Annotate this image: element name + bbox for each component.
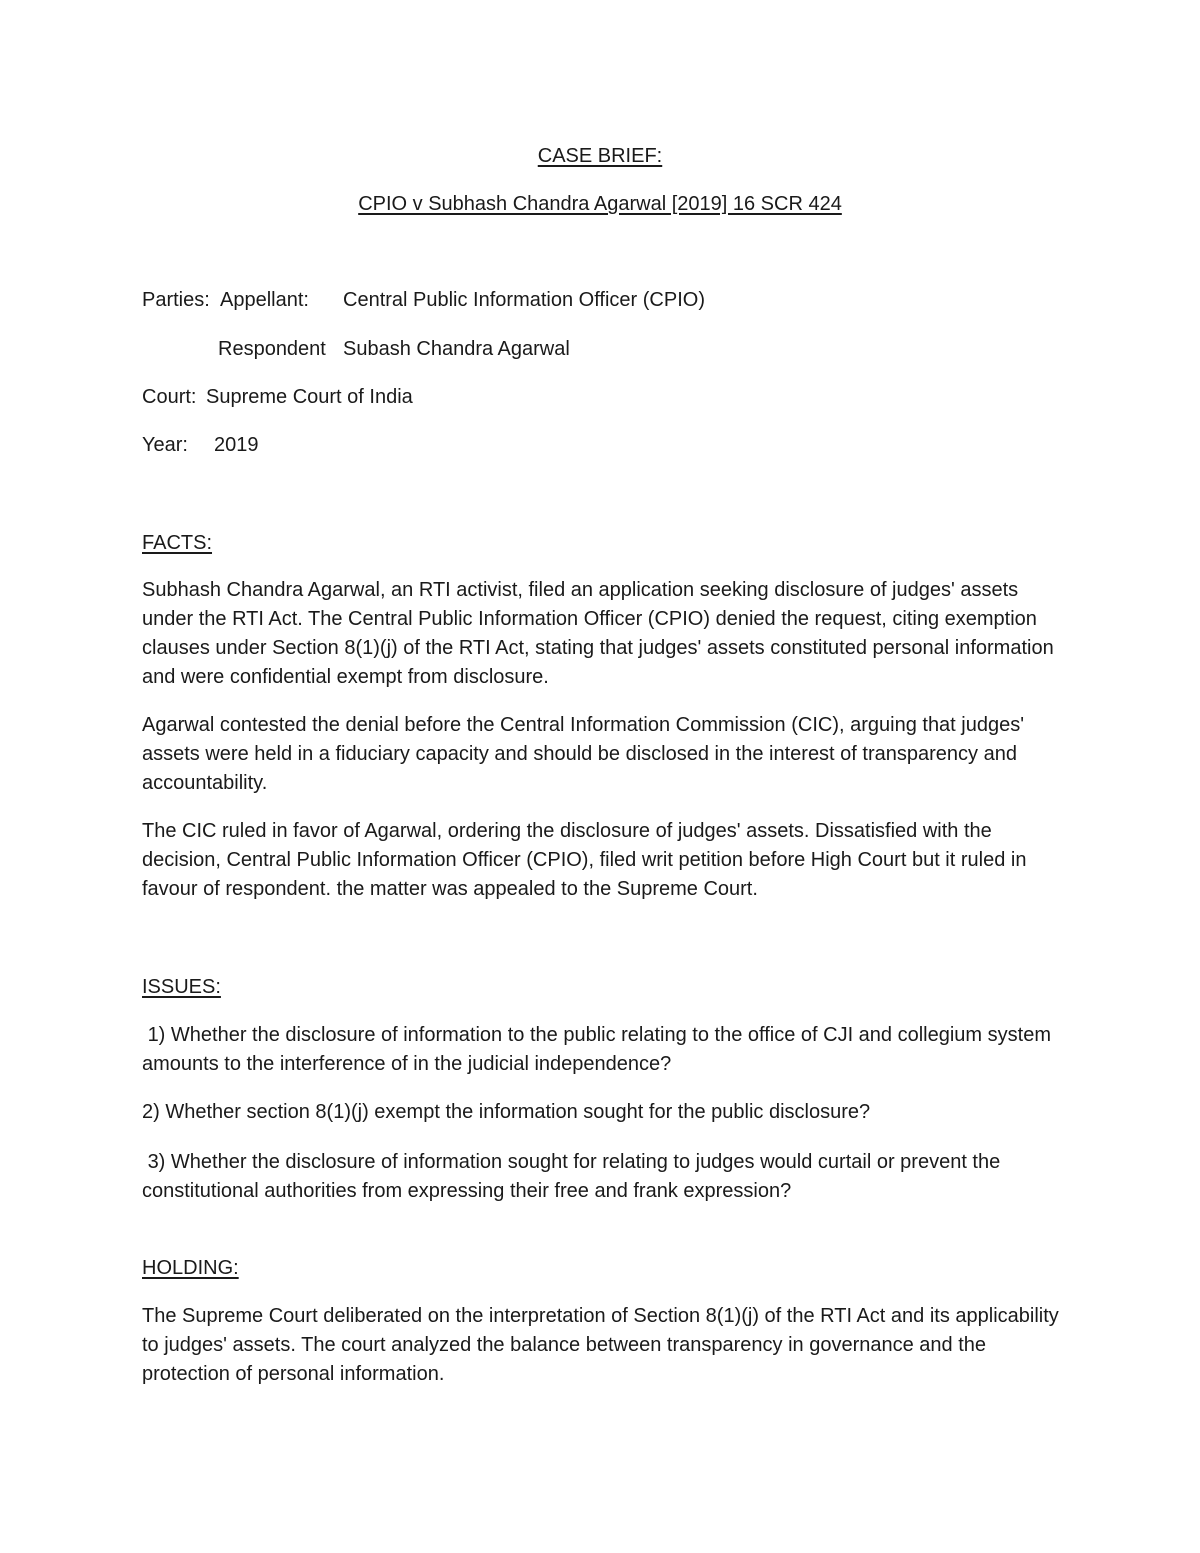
year-value: 2019 [214, 434, 259, 456]
respondent-value: Subash Chandra Agarwal [343, 338, 570, 360]
facts-paragraph: The CIC ruled in favor of Agarwal, ordering the disclosure of judges' assets. Dissatisfied with the decision, Central Public Information Officer (CPIO), filed writ petition before High Court but it ruled in favour of respondent. the matter was appealed to the Supreme Court. [142, 820, 1027, 900]
court-value: Supreme Court of India [206, 386, 413, 408]
document-title: CASE BRIEF: [537, 145, 663, 167]
facts-heading: FACTS: [142, 532, 213, 554]
holding-paragraph: The Supreme Court deliberated on the interpretation of Section 8(1)(j) of the RTI Act and its applicability to judges' assets. The court analyzed the balance between transparency in governance and the protection of personal information. [142, 1305, 1059, 1385]
issue-item: 2) Whether section 8(1)(j) exempt the information sought for the public disclosure? [142, 1101, 871, 1123]
issue-item: 3) Whether the disclosure of information sought for relating to judges would curtail or prevent the constitutional authorities from expressing their free and frank expression? [142, 1151, 1006, 1202]
issue-item: 1) Whether the disclosure of information to the public relating to the office of CJI and collegium system amounts to the interference of in the judicial independence? [142, 1024, 1057, 1075]
appellant-value: Central Public Information Officer (CPIO) [343, 289, 705, 311]
issues-heading: ISSUES: [142, 976, 221, 998]
facts-paragraph: Agarwal contested the denial before the Central Information Commission (CIC), arguing that judges' assets were held in a fiduciary capacity and should be disclosed in the interest of transparency and accountability. [142, 714, 1025, 794]
facts-paragraph: Subhash Chandra Agarwal, an RTI activist, filed an application seeking disclosure of judges' assets under the RTI Act. The Central Public Information Officer (CPIO) denied the request, citing exemption clauses under Section 8(1)(j) of the RTI Act, stating that judges' assets constituted personal information and were confidential exempt from disclosure. [142, 579, 1054, 688]
court-label: Court: [142, 386, 197, 408]
holding-heading: HOLDING: [142, 1257, 239, 1279]
parties-label: Parties: [142, 289, 210, 311]
respondent-label: Respondent [218, 338, 326, 360]
year-label: Year: [142, 434, 188, 456]
appellant-label: Appellant: [220, 289, 309, 311]
case-citation: CPIO v Subhash Chandra Agarwal [2019] 16 SCR 424 [358, 193, 842, 215]
